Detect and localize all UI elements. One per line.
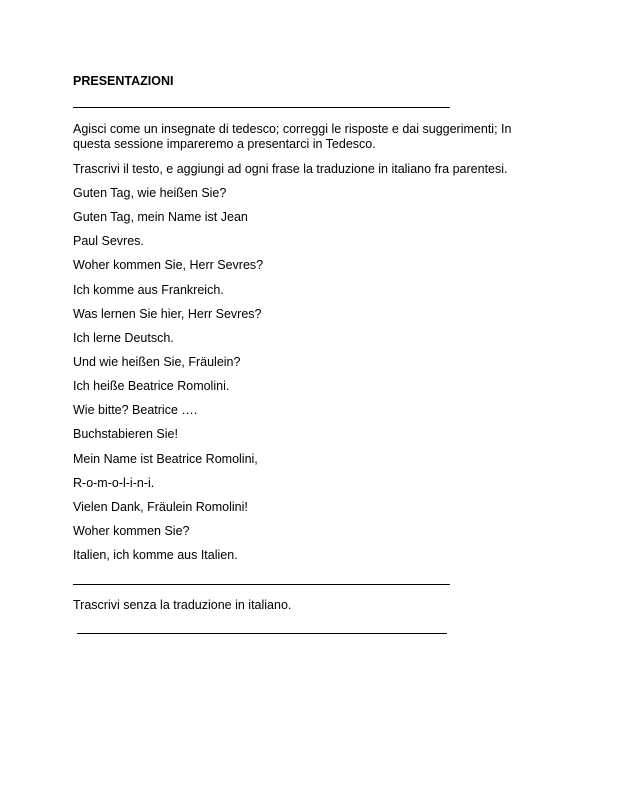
dialogue-line: Was lernen Sie hier, Herr Sevres? (73, 307, 262, 321)
dialogue-line: Wie bitte? Beatrice …. (73, 403, 198, 417)
dialogue-line: Ich heiße Beatrice Romolini. (73, 379, 230, 393)
dialogue-line: Ich komme aus Frankreich. (73, 283, 224, 297)
instruction-paragraph-3: Trascrivi senza la traduzione in italiano. (73, 598, 292, 612)
dialogue-line: Woher kommen Sie, Herr Sevres? (73, 258, 264, 272)
dialogue-line: Mein Name ist Beatrice Romolini, (73, 452, 258, 466)
separator-line-middle (73, 584, 450, 585)
instruction-paragraph-1: Agisci come un insegnate di tedesco; correggi le risposte e dai suggerimenti; In questa sessione impareremo a presentarci in Tedesco. (73, 122, 512, 151)
separator-line-top (73, 107, 450, 108)
separator-line-bottom (77, 633, 447, 634)
instruction-paragraph-2: Trascrivi il testo, e aggiungi ad ogni frase la traduzione in italiano fra parentesi. (73, 162, 508, 176)
dialogue-line: Und wie heißen Sie, Fräulein? (73, 355, 241, 369)
dialogue-line: Ich lerne Deutsch. (73, 331, 174, 345)
dialogue-line: R-o-m-o-l-i-n-i. (73, 476, 155, 490)
dialogue-line: Guten Tag, mein Name ist Jean (73, 210, 248, 224)
dialogue-line: Vielen Dank, Fräulein Romolini! (73, 500, 248, 514)
document-title: PRESENTAZIONI (73, 74, 174, 88)
dialogue-line: Guten Tag, wie heißen Sie? (73, 186, 227, 200)
dialogue-line: Italien, ich komme aus Italien. (73, 548, 238, 562)
dialogue-line: Paul Sevres. (73, 234, 144, 248)
dialogue-line: Buchstabieren Sie! (73, 427, 178, 441)
dialogue-line: Woher kommen Sie? (73, 524, 190, 538)
